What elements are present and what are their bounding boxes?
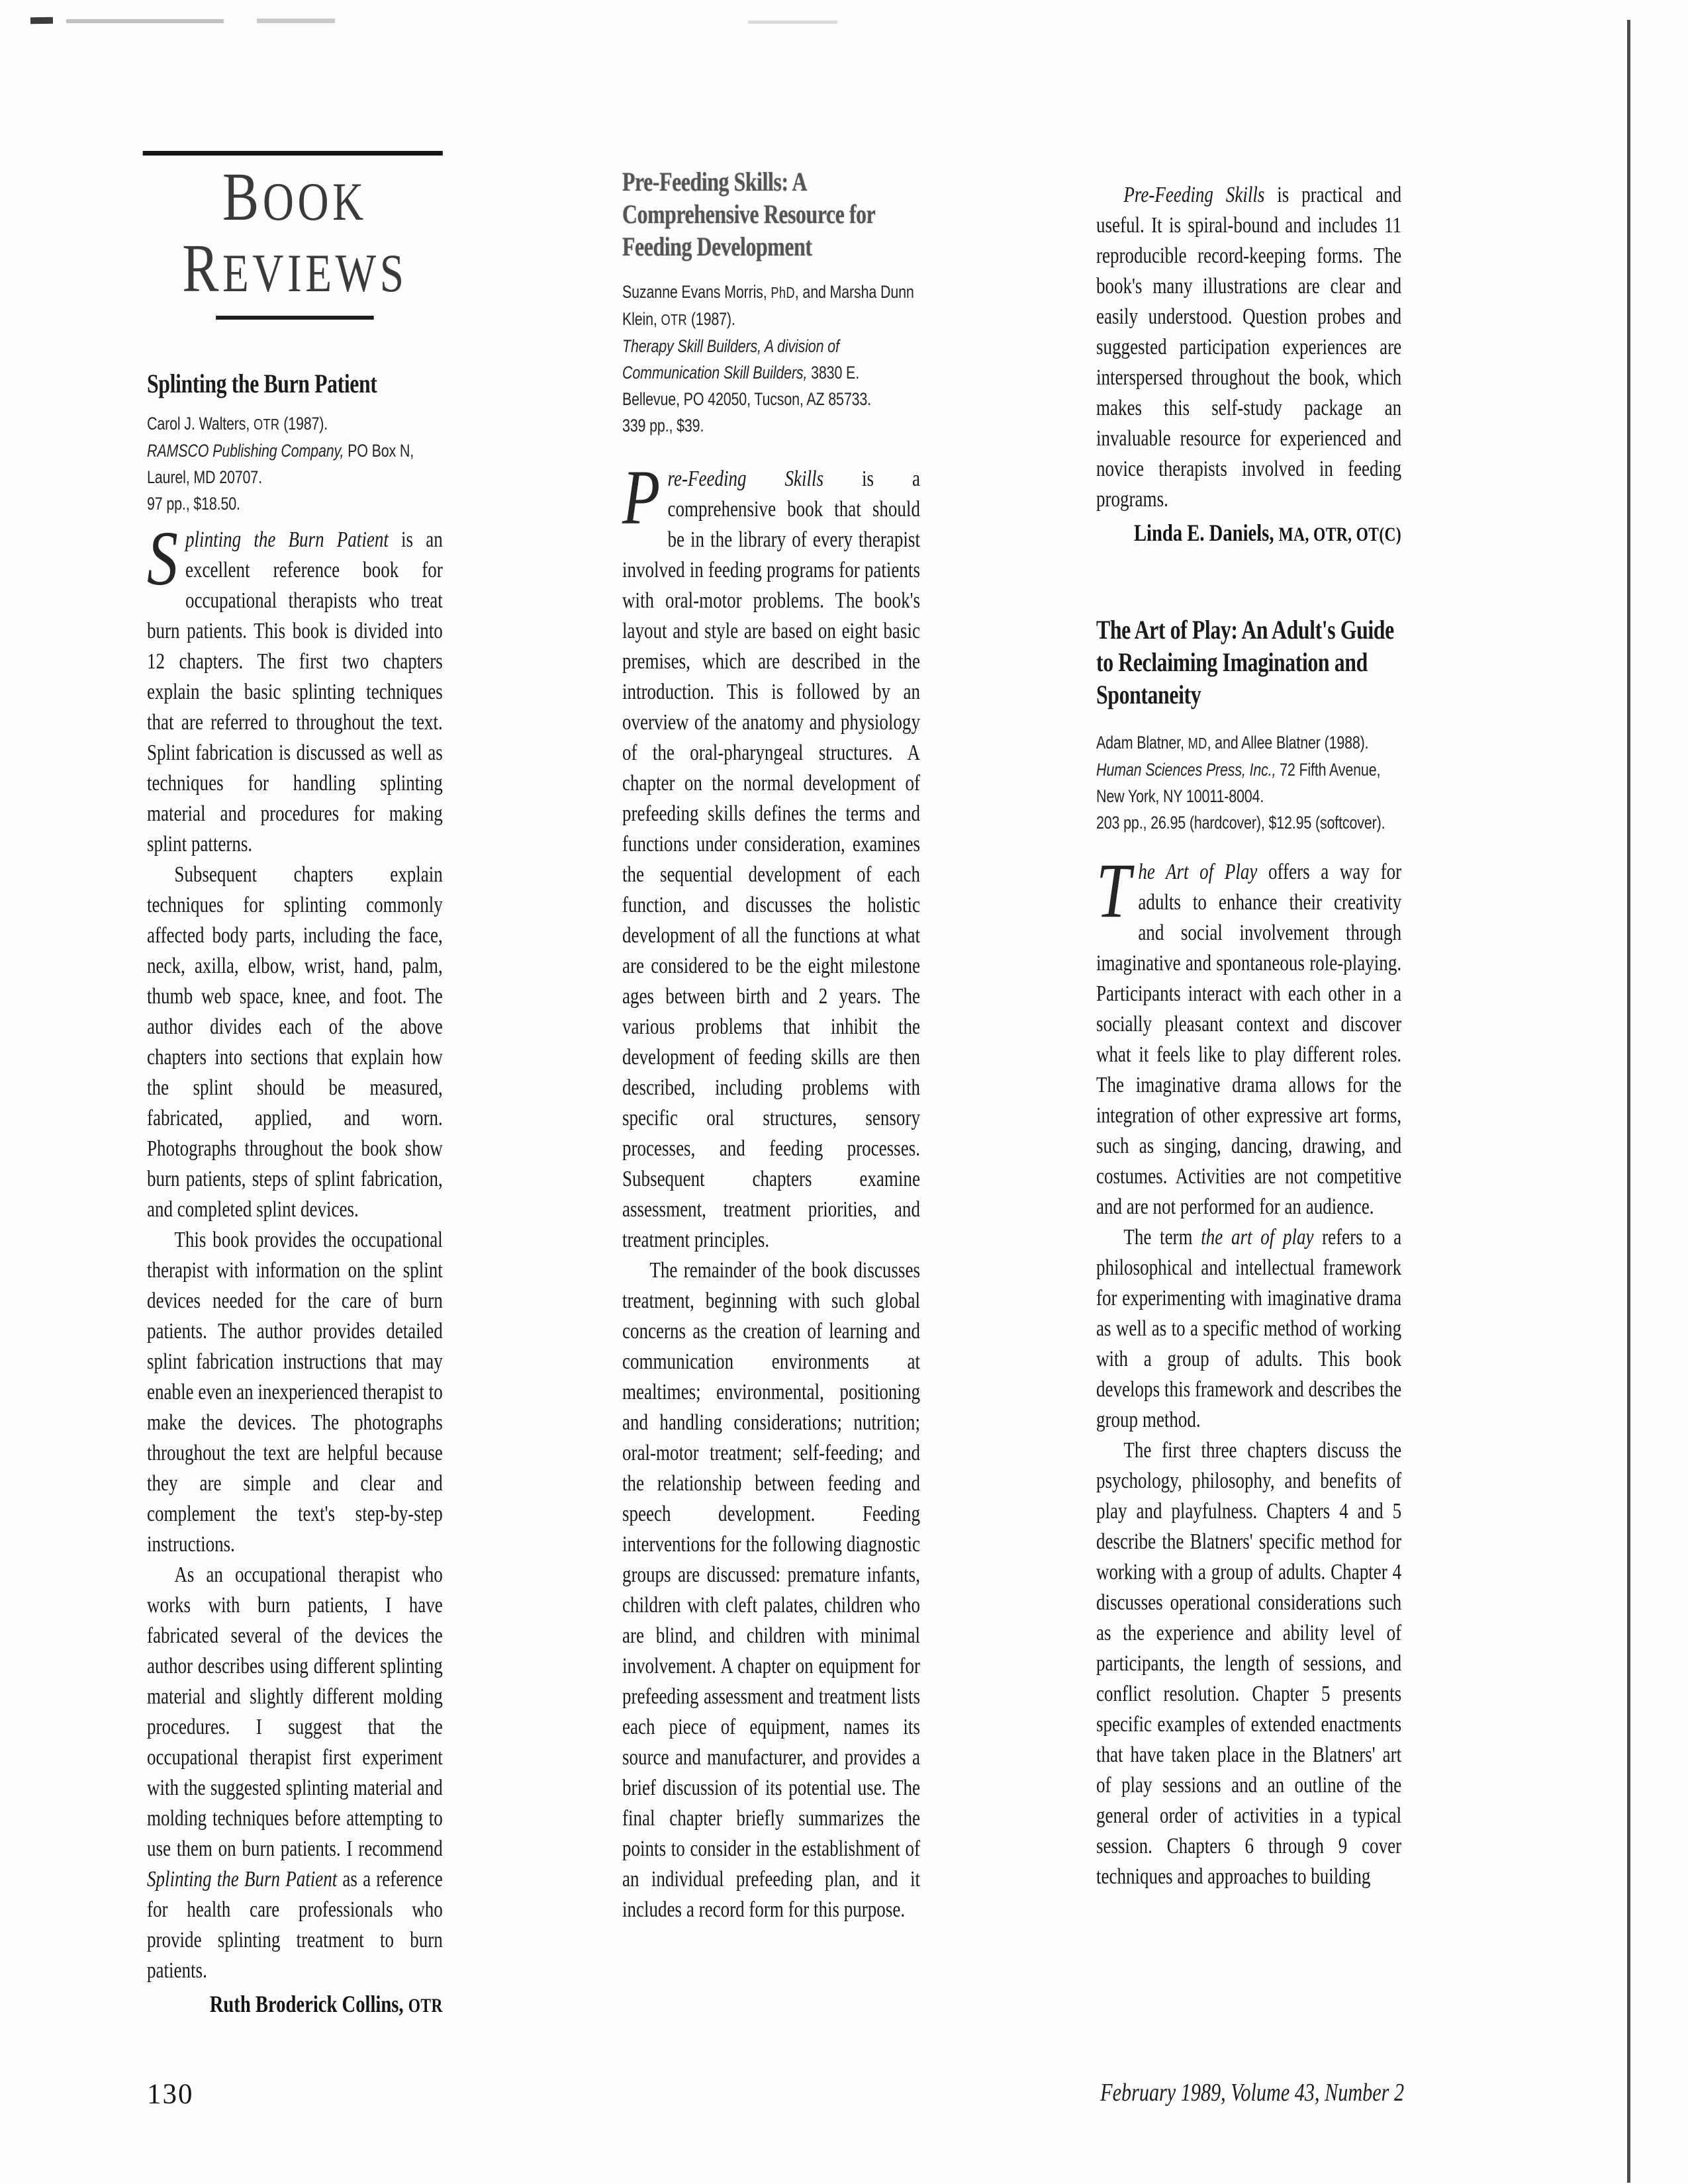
text-segment: The term [1123,1225,1201,1250]
text-segment: Adam Blatner, [1096,733,1188,752]
text-segment: Human Sciences Press, Inc., [1096,760,1276,780]
scan-streak [66,19,224,23]
reviewer-signature [147,1989,443,2021]
scan-streak [257,19,335,23]
text-segment: Ruth Broderick Collins, [209,1991,408,2017]
text-segment: Linda E. Daniels, [1133,520,1279,546]
text-segment: the art of play [1201,1225,1314,1250]
text-segment: , and Allee Blatner (1988). [1207,733,1369,752]
text-segment: Suzanne Evans Morris, [622,282,771,302]
text-segment: The remainder of the book discusses treatment, beginning with such global concerns as the creation of learning and communication environments at mealtimes; environmental, positioning and handling considerations; nutrition; oral-motor treatment; self-feeding; and the relationship between feeding and speech development. Feeding interventions for the following diagnostic groups are discussed: premature infants, children with cleft palates, children who are blind, and children with minimal involvement. A chapter on equipment for prefeeding assessment and treatment lists each piece of equipment, names its source and manufacturer, and provides a brief discussion of its potential use. The final chapter briefly summarizes the points to consider in the establishment of an individual prefeeding plan, and it includes a record form for this purpose. [622,1258,920,1922]
text-segment: is an excellent reference book for occupational therapists who treat burn patients. This book is divided into 12 chapters. The first two chapters explain the basic splinting techniques that are referred to throughout the text. Splint fabrication is discussed as well as techniques for handling splinting material and procedures for making splint patterns. [147,527,443,856]
text-segment: As an occupational therapist who works with burn patients, I have fabricated several of the devices the author describes using different splinting material and slightly different molding procedures. I suggest that the occupational therapist first experiment with the suggested splinting material and molding techniques before attempting to use them on burn patients. I recommend [147,1563,443,1861]
citation [147,410,443,517]
reviewer-signature [1096,518,1401,550]
masthead-title-line2: REVIEWS [182,230,408,306]
citation-authors [622,279,920,333]
text-segment: PO Box N, Laurel, MD 20707. [147,441,414,487]
drop-cap: P [622,454,661,541]
scan-mark [30,17,53,24]
paragraph [147,860,443,1225]
text-segment: (1987). [687,309,735,329]
text-segment: 3830 E. Bellevue, PO 42050, Tucson, AZ 85733. [622,363,871,409]
text-segment: OTR [253,416,280,433]
column-3 [1096,159,1401,1892]
citation-pages [622,412,920,439]
review-title: The Art of Play: An Adult's Guide to Reclaiming Imagination and Spontaneity [1096,615,1394,709]
text-segment: RAMSCO Publishing Company, [147,441,344,461]
footer-issue: February 1989, Volume 43, Number 2 [1100,2079,1405,2107]
text-segment: 72 Fifth Avenue, New York, NY 10011-8004. [1096,760,1381,806]
text-segment: PhD [771,284,795,301]
text-segment: is practical and useful. It is spiral-bound and includes 11 reproducible record-keeping forms. The book's many illustrations are clear and easily understood. Question probes and suggested participation experiences are interspersed throughout the book, which makes this self-study package an invaluable resource for experienced and novice therapists involved in feeding programs. [1096,183,1402,512]
text-segment: re-Feeding Skills [667,467,824,491]
text-segment: OTR [408,1995,443,2017]
paragraph [147,1560,443,1986]
review-title: Pre-Feeding Skills: A Comprehensive Resource for Feeding Development [622,167,875,261]
paragraph [1096,1435,1401,1892]
text-segment: MD [1188,735,1207,752]
text-segment: as a reference for health care professionals who provide splinting treatment to burn patients. [147,1867,443,1983]
paragraph [1096,847,1402,1222]
text-segment: 203 pp., 26.95 (hardcover), $12.95 (softcover). [1096,813,1385,833]
citation-publisher [147,437,443,490]
text-segment: 339 pp., $39. [622,416,704,435]
masthead-title-line1: BOOK [222,158,367,235]
text-segment: Carol J. Walters, [147,414,254,433]
text-segment: OTR [661,311,688,328]
citation-publisher [1096,756,1401,809]
review-body-continued [1096,180,1401,550]
citation [1096,729,1401,836]
paragraph [147,515,443,860]
masthead [147,151,443,320]
masthead-rule-top [143,151,443,156]
paragraph [622,1255,920,1925]
drop-cap: S [147,515,178,602]
citation-authors [147,410,443,437]
paragraph [147,1225,443,1560]
paragraph [1096,180,1401,515]
column-1 [147,151,443,2021]
text-segment: MA, OTR, OT(C) [1278,524,1402,545]
review-body [147,515,443,2021]
citation [622,279,920,439]
drop-cap: T [1096,847,1131,934]
citation-publisher [622,333,920,412]
text-segment: he Art of Play [1138,860,1258,884]
review-body [622,454,920,1925]
paragraph [622,454,920,1255]
text-segment: The first three chapters discuss the psychology, philosophy, and benefits of play and playfulness. Chapters 4 and 5 describe the Blatners' specific method for working with a group of adults. Chapter 4 discusses operational considerations such as the experience and ability level of participants, the length of sessions, and conflict resolution. Chapter 5 presents specific examples of extended enactments that have taken place in the Blatners' art of play sessions and an outline of the general order of activities in a typical session. Chapters 6 through 9 cover techniques and approaches to building [1096,1438,1402,1889]
text-segment: 97 pp., $18.50. [147,494,240,514]
text-segment: , and Marsha Dunn Klein, [622,282,914,329]
text-segment: refers to a philosophical and intellectual framework for experimenting with imaginative drama as well as to a specific method of working with a group of adults. This book develops this framework and describes the group method. [1096,1225,1402,1432]
text-segment: offers a way for adults to enhance their creativity and social involvement through imaginative and spontaneous role-playing. Participants interact with each other in a socially pleasant context and discover what it feels like to play different roles. The imaginative drama allows for the integration of other expressive art forms, such as singing, dancing, drawing, and costumes. Activities are not competitive and are not performed for an audience. [1096,860,1402,1219]
scan-streak [748,21,837,24]
masthead-underline [216,316,374,320]
text-segment: Therapy Skill Builders, A division of Communication Skill Builders, [622,336,839,383]
paragraph [1096,1222,1401,1435]
text-segment: (1987). [279,414,328,433]
page-edge-line [1627,20,1630,2183]
text-segment: Pre-Feeding Skills [1123,183,1265,207]
footer-page-number: 130 [147,2079,194,2110]
column-2 [622,165,920,1925]
citation-pages [147,490,443,517]
text-segment: This book provides the occupational therapist with information on the splint devices needed for the care of burn patients. The author provides detailed splint fabrication instructions that may enable even an inexperienced therapist to make the devices. The photographs throughout the text are helpful because they are simple and clear and complement the text's step-by-step instructions. [147,1228,443,1557]
citation-authors [1096,729,1401,756]
review-body [1096,847,1402,1892]
review-title: Splinting the Burn Patient [147,369,377,398]
text-segment: is a comprehensive book that should be in the library of every therapist involved in feeding programs for patients with oral-motor problems. The book's layout and style are based on eight basic premises, which are described in the introduction. This is followed by an overview of the anatomy and physiology of the oral-pharyngeal structures. A chapter on the normal development of prefeeding skills defines the terms and functions under consideration, examines the sequential development of each function, and discusses the holistic development of all the functions at what are considered to be the eight milestone ages between birth and 2 years. The various problems that inhibit the development of feeding skills are then described, including problems with specific oral structures, sensory processes, and feeding processes. Subsequent chapters examine assessment, treatment priorities, and treatment principles. [622,467,920,1252]
text-segment: Splinting the Burn Patient [147,1867,338,1891]
text-segment: Subsequent chapters explain techniques for splinting commonly affected body parts, including the face, neck, axilla, elbow, wrist, hand, palm, thumb web space, knee, and foot. The author divides each of the above chapters into sections that explain how the splint should be measured, fabricated, applied, and worn. Photographs throughout the book show burn patients, steps of splint fabrication, and completed splint devices. [147,862,443,1222]
text-segment: plinting the Burn Patient [185,527,389,552]
citation-pages [1096,809,1401,836]
